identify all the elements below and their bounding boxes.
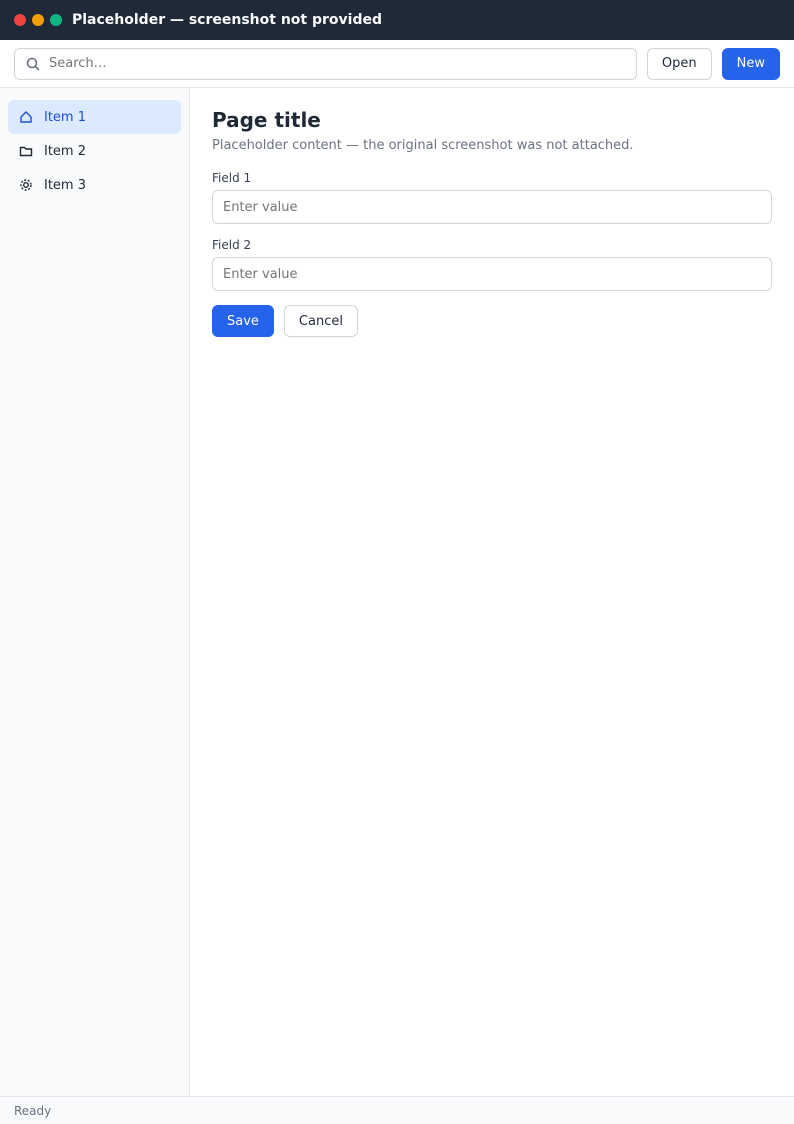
field-1-input[interactable]: [212, 190, 772, 224]
form-field: [212, 171, 772, 224]
toolbar: [0, 40, 794, 88]
field-label: Field 1: [212, 171, 252, 185]
minimize-window-button[interactable]: [32, 14, 44, 26]
window-title: Placeholder — screenshot not provided: [72, 12, 382, 28]
title-bar: [0, 0, 794, 40]
sidebar-item-1[interactable]: [8, 100, 181, 134]
page-title: Page title: [212, 108, 321, 132]
page-subtitle: Placeholder content — the original screenshot was not attached.: [212, 138, 634, 153]
new-button[interactable]: New: [722, 48, 780, 80]
sidebar-item-2[interactable]: [8, 134, 181, 168]
cancel-button[interactable]: Cancel: [284, 305, 358, 337]
field-2-input[interactable]: [212, 257, 772, 291]
sidebar-item-label: Item 2: [44, 143, 86, 159]
sidebar-item-3[interactable]: [8, 168, 181, 202]
content-panel: [190, 88, 794, 1096]
status-bar: [0, 1096, 794, 1124]
status-text: Ready: [14, 1103, 52, 1118]
search-box[interactable]: [14, 48, 637, 80]
search-icon: [25, 56, 41, 72]
sidebar-item-label: Item 1: [44, 109, 86, 125]
save-button[interactable]: Save: [212, 305, 274, 337]
window-controls: [14, 14, 62, 26]
sidebar-item-label: Item 3: [44, 177, 86, 193]
main-area: [0, 88, 794, 1096]
folder-icon: [18, 143, 34, 159]
form-actions: [212, 305, 772, 337]
form-field: [212, 238, 772, 291]
search-input[interactable]: [49, 56, 626, 71]
close-window-button[interactable]: [14, 14, 26, 26]
home-icon: [18, 109, 34, 125]
gear-icon: [18, 177, 34, 193]
maximize-window-button[interactable]: [50, 14, 62, 26]
field-label: Field 2: [212, 238, 252, 252]
open-button[interactable]: Open: [647, 48, 712, 80]
sidebar: [0, 88, 190, 1096]
